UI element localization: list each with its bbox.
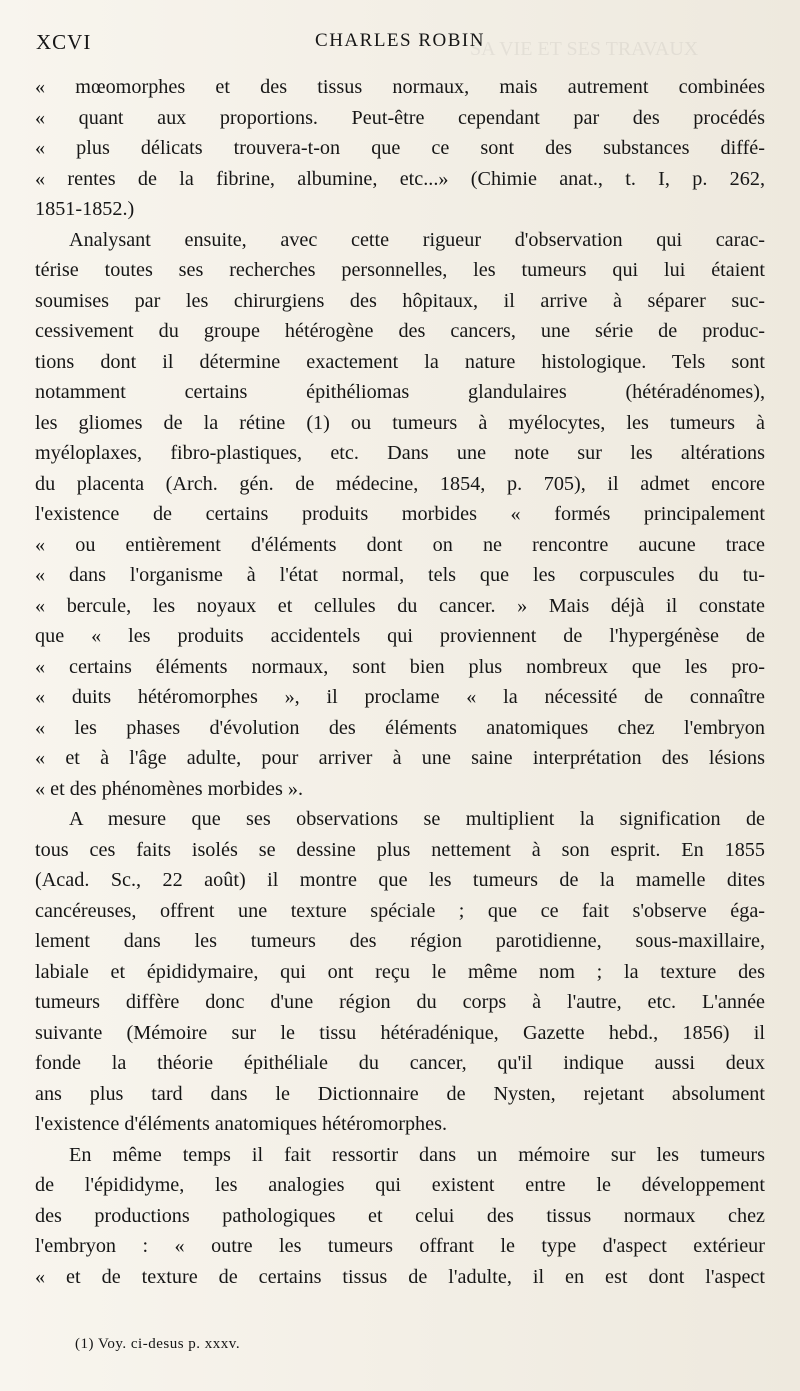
body-text: [35, 72, 765, 1292]
text-line: labiale et épididymaire, qui ont reçu le même nom ; la texture des: [35, 960, 765, 983]
text-line: myéloplaxes, fibro-plastiques, etc. Dans une note sur les altérations: [35, 442, 765, 464]
text-line: « et à l'âge adulte, pour arriver à une saine interprétation des lésions: [35, 747, 765, 769]
text-line: « et de texture de certains tissus de l'adulte, il en est dont l'aspect: [35, 1265, 765, 1288]
text-line: « quant aux proportions. Peut-être cependant par des procédés: [35, 106, 765, 129]
running-head: CHARLES ROBIN: [315, 30, 485, 51]
paragraph-start-line: Analysant ensuite, avec cette rigueur d'observation qui carac-: [69, 228, 765, 251]
text-line: l'existence de certains produits morbides « formés principalement: [35, 503, 765, 525]
text-line: « certains éléments normaux, sont bien plus nombreux que les pro-: [35, 655, 765, 678]
text-line: les gliomes de la rétine (1) ou tumeurs à myélocytes, les tumeurs à: [35, 411, 765, 434]
text-line: tions dont il détermine exactement la nature histologique. Tels sont: [35, 350, 765, 373]
text-line: cessivement du groupe hétérogène des cancers, une série de produc-: [35, 320, 765, 342]
text-line: de l'épididyme, les analogies qui existent entre le développement: [35, 1174, 765, 1196]
text-line: « duits hétéromorphes », il proclame « la nécessité de connaître: [35, 686, 765, 708]
paragraph-start-line: En même temps il fait ressortir dans un mémoire sur les tumeurs: [69, 1143, 765, 1166]
text-line: térise toutes ses recherches personnelles, les tumeurs qui lui étaient: [35, 259, 765, 281]
text-line: l'existence d'éléments anatomiques hétéromorphes.: [35, 1113, 448, 1135]
footnote: (1) Voy. ci-desus p. xxxv.: [75, 1336, 241, 1352]
text-line: (Acad. Sc., 22 août) il montre que les tumeurs de la mamelle dites: [35, 869, 765, 891]
text-line: notamment certains épithéliomas glandulaires (hétéradénomes),: [35, 381, 765, 403]
text-line: « bercule, les noyaux et cellules du cancer. » Mais déjà il constate: [35, 594, 765, 617]
text-line: « et des phénomènes morbides ».: [35, 777, 303, 800]
text-line: « rentes de la fibrine, albumine, etc...» (Chimie anat., t. I, p. 262,: [35, 167, 765, 190]
text-line: l'embryon : « outre les tumeurs offrant le type d'aspect extérieur: [35, 1235, 765, 1257]
page-number: XCVI: [36, 30, 92, 54]
text-line: tous ces faits isolés se dessine plus nettement à son esprit. En 1855: [35, 838, 765, 861]
text-line: suivante (Mémoire sur le tissu hétéradénique, Gazette hebd., 1856) il: [35, 1021, 765, 1044]
text-line: du placenta (Arch. gén. de médecine, 1854, p. 705), il admet encore: [35, 472, 765, 495]
text-line: ans plus tard dans le Dictionnaire de Nysten, rejetant absolument: [35, 1082, 765, 1105]
text-line: « les phases d'évolution des éléments anatomiques chez l'embryon: [35, 716, 765, 739]
text-line: soumises par les chirurgiens des hôpitaux, il arrive à séparer suc-: [35, 289, 765, 312]
show-through-text: SA VIE ET SES TRAVAUX: [470, 38, 699, 60]
paragraph-start-line: A mesure que ses observations se multiplient la signification de: [69, 808, 765, 830]
text-line: fonde la théorie épithéliale du cancer, qu'il indique aussi deux: [35, 1052, 765, 1074]
text-line: 1851-1852.): [35, 198, 135, 220]
text-line: que « les produits accidentels qui proviennent de l'hypergénèse de: [35, 625, 765, 647]
page-header: [30, 30, 770, 60]
text-line: cancéreuses, offrent une texture spéciale ; que ce fait s'observe éga-: [35, 899, 765, 922]
text-line: « mœomorphes et des tissus normaux, mais autrement combinées: [35, 76, 765, 98]
text-line: lement dans les tumeurs des région parotidienne, sous-maxillaire,: [35, 930, 765, 952]
text-line: « dans l'organisme à l'état normal, tels que les corpuscules du tu-: [35, 564, 765, 586]
text-line: tumeurs diffère donc d'une région du corps à l'autre, etc. L'année: [35, 991, 765, 1013]
text-line: « ou entièrement d'éléments dont on ne rencontre aucune trace: [35, 533, 765, 556]
text-line: des productions pathologiques et celui des tissus normaux chez: [35, 1204, 765, 1227]
text-line: « plus délicats trouvera-t-on que ce sont des substances diffé-: [35, 137, 765, 159]
